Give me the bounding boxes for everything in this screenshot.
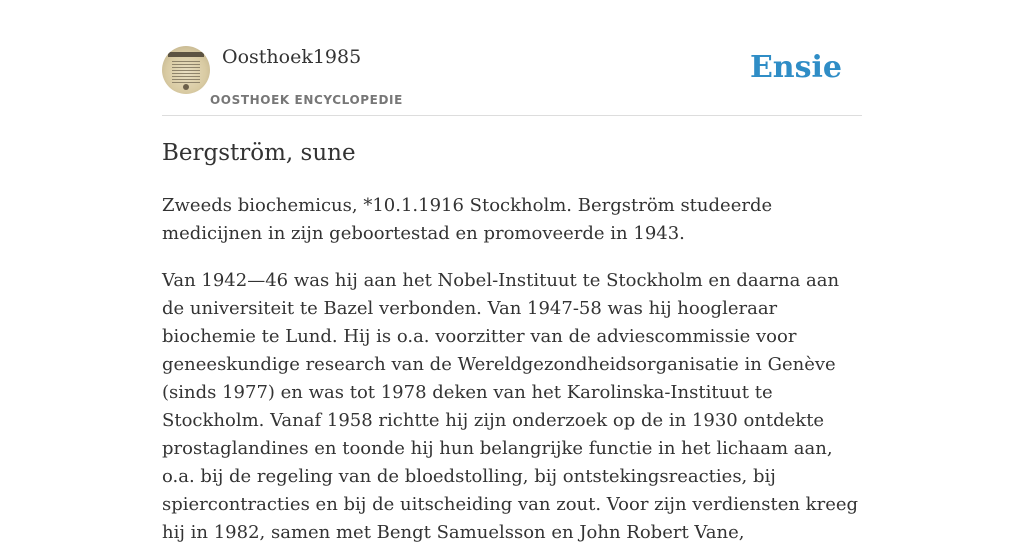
article-card [162, 0, 862, 543]
avatar[interactable] [162, 46, 210, 94]
article-header [162, 0, 862, 116]
avatar-text-lines [172, 61, 200, 83]
article-paragraph: Zweeds biochemicus, *10.1.1916 Stockholm. Bergström studeerde medicijnen in zijn geboortestad en promoveerde in 1943. [162, 195, 773, 244]
avatar-band [168, 52, 204, 57]
author-source: OOSTHOEK ENCYCLOPEDIE [210, 93, 403, 107]
article-paragraph: Van 1942—46 was hij aan het Nobel-Instituut te Stockholm en daarna aan de universiteit te Bazel verbonden. Van 1947-58 was hij hoogleraar biochemie te Lund. Hij is o.a. voorzitter van de adviescommissie voor geneeskundige research van de Wereldgezondheidsorganisatie in Genève (sinds 1977) en was tot 1978 deken van het Karolinska-Instituut te Stockholm. Vanaf 1958 richtte hij zijn onderzoek op de in 1930 ontdekte prostaglandines en toonde hij hun belangrijke functie in het lichaam aan, o.a. bij de regeling van de bloedstolling, bij ontstekingsreacties, bij spiercontracties en bij de uitscheiding van zout. Voor zijn verdiensten kreeg hij in 1982, samen met Bengt Samuelsson en John Robert Vane, [162, 270, 859, 543]
brand-logo[interactable]: Ensie [749, 50, 842, 85]
avatar-seal [183, 84, 189, 90]
author-username[interactable]: Oosthoek1985 [222, 46, 362, 68]
page-title: Bergström, sune [162, 140, 356, 166]
